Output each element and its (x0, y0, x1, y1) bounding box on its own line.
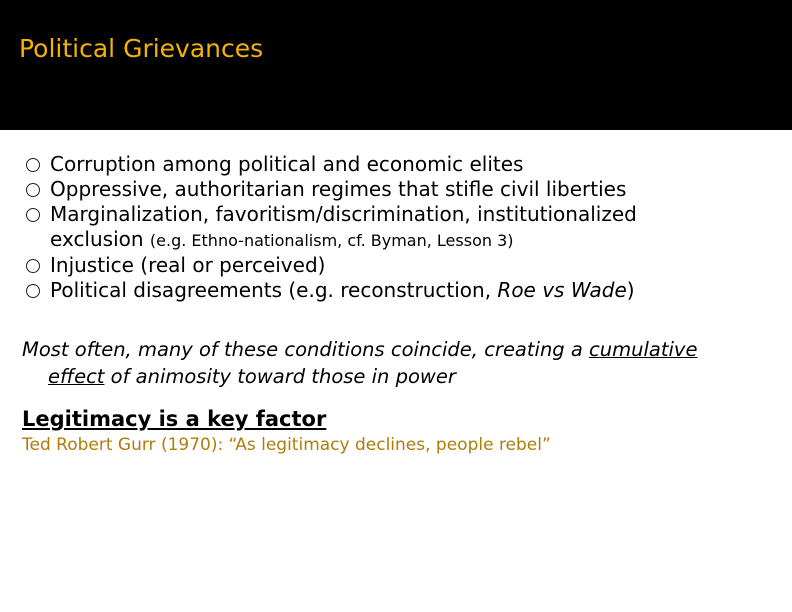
bullet-item-corruption (24, 152, 784, 177)
bullet-text: Political disagreements (e.g. reconstruction, (50, 278, 498, 302)
circle-bullet-icon (26, 158, 40, 172)
paragraph-underlined-word: cumulative (589, 338, 698, 361)
gurr-quote: Ted Robert Gurr (1970): “As legitimacy declines, people rebel” (22, 435, 551, 455)
bullet-text-end: ) (626, 278, 635, 302)
title-bar (0, 0, 792, 130)
circle-bullet-icon (26, 284, 40, 298)
paragraph-text-2: of animosity toward those in power (104, 365, 456, 388)
bullet-text: Injustice (real or perceived) (50, 253, 326, 277)
bullet-item-political-disagreements (24, 278, 784, 303)
circle-bullet-icon (26, 208, 40, 222)
bullet-text: Oppressive, authoritarian regimes that stifle civil liberties (50, 177, 627, 201)
bullet-text: Marginalization, favoritism/discrimination, institutionalized (50, 202, 637, 226)
circle-bullet-icon (26, 183, 40, 197)
bullet-item-oppressive-regimes (24, 177, 784, 202)
bullet-item-injustice (24, 253, 784, 278)
paragraph-underlined-word-2: effect (48, 365, 105, 388)
paragraph-text: Most often, many of these conditions coincide, creating a (22, 338, 590, 361)
cumulative-effect-paragraph (22, 336, 790, 390)
bullet-item-marginalization (24, 202, 784, 253)
bullet-text-line2: exclusion (50, 227, 150, 251)
bullet-text-italic: Roe vs Wade (497, 278, 627, 302)
bullet-text-note: (e.g. Ethno-nationalism, cf. Byman, Lesson 3) (149, 231, 514, 250)
slide-title: Political Grievances (19, 34, 264, 63)
bullet-text: Corruption among political and economic elites (50, 152, 524, 176)
circle-bullet-icon (26, 259, 40, 273)
bullet-list (24, 152, 784, 303)
legitimacy-heading: Legitimacy is a key factor (22, 407, 327, 431)
paragraph-line2 (22, 363, 790, 390)
